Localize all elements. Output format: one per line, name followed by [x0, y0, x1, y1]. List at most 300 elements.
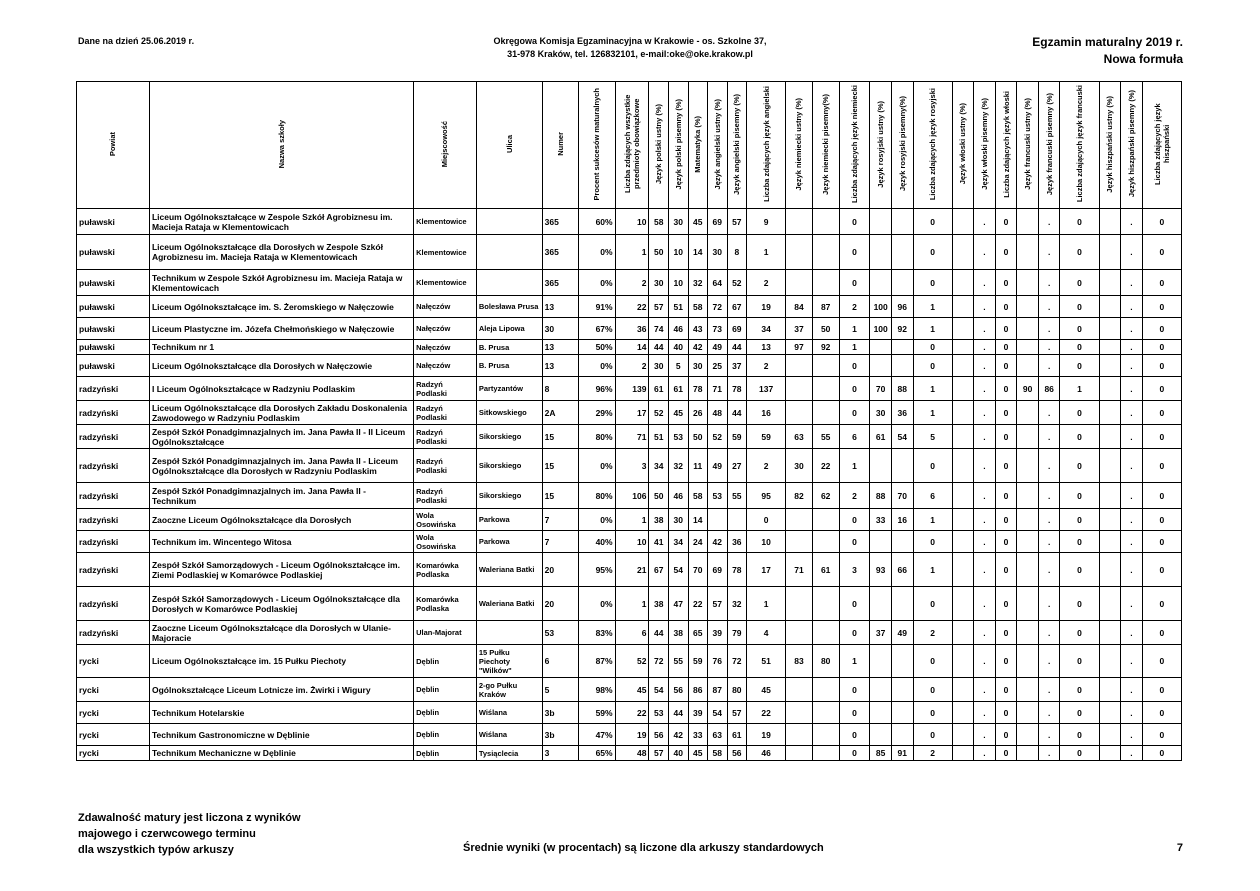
- table-cell: 6: [615, 621, 649, 645]
- table-row: [77, 401, 1182, 425]
- table-cell: 30: [688, 355, 708, 377]
- table-cell: [1099, 645, 1121, 678]
- table-cell: [891, 587, 913, 621]
- column-header-label: Powiat: [108, 131, 118, 157]
- table-cell: 30: [669, 509, 689, 531]
- table-cell: .: [1121, 645, 1143, 678]
- column-header: [974, 82, 996, 209]
- table-cell: 22: [812, 449, 839, 483]
- table-cell: Wola Osowińska: [414, 531, 477, 553]
- table-cell: .: [1121, 483, 1143, 509]
- table-cell: 0: [1060, 678, 1099, 702]
- table-cell: Wola Osowińska: [414, 509, 477, 531]
- table-cell: [1017, 702, 1039, 724]
- table-cell: [1099, 340, 1121, 355]
- table-cell: 50%: [578, 340, 615, 355]
- table-cell: [1017, 340, 1039, 355]
- table-cell: [708, 509, 728, 531]
- header-row: [77, 82, 1182, 209]
- table-cell: [1099, 678, 1121, 702]
- table-cell: Dęblin: [414, 724, 477, 746]
- table-cell: 88: [891, 377, 913, 401]
- column-header: [913, 82, 952, 209]
- column-header: [708, 82, 728, 209]
- table-cell: 33: [870, 509, 892, 531]
- column-header: [476, 82, 542, 209]
- table-cell: Parkowa: [476, 509, 542, 531]
- average-results-note: Średnie wyniki (w procentach) są liczone dla arkuszy standardowych: [463, 842, 824, 854]
- table-cell: 37: [727, 355, 747, 377]
- table-cell: [1099, 355, 1121, 377]
- table-cell: [870, 678, 892, 702]
- table-cell: 33: [688, 724, 708, 746]
- table-cell: [870, 724, 892, 746]
- table-cell: 0: [1142, 296, 1181, 318]
- table-cell: 57: [708, 587, 728, 621]
- table-cell: rycki: [77, 702, 150, 724]
- table-cell: .: [1121, 621, 1143, 645]
- table-cell: 0%: [578, 270, 615, 296]
- table-cell: [891, 270, 913, 296]
- table-cell: 0: [1060, 425, 1099, 449]
- column-header: [812, 82, 839, 209]
- column-header-label: Język niemiecki pisemny(%): [821, 93, 831, 195]
- table-cell: 0: [995, 724, 1017, 746]
- table-cell: [952, 724, 974, 746]
- table-cell: .: [1121, 746, 1143, 761]
- table-cell: [786, 509, 813, 531]
- table-cell: 6: [839, 425, 870, 449]
- table-cell: 0: [1060, 746, 1099, 761]
- table-cell: 82: [786, 483, 813, 509]
- table-cell: 0: [1060, 270, 1099, 296]
- table-cell: [870, 270, 892, 296]
- table-cell: 0: [913, 355, 952, 377]
- table-cell: 44: [649, 621, 669, 645]
- table-cell: Nałęczów: [414, 318, 477, 340]
- table-cell: 57: [727, 209, 747, 235]
- table-cell: 52: [727, 270, 747, 296]
- table-cell: Wiślana: [476, 724, 542, 746]
- table-cell: 15: [542, 425, 578, 449]
- table-cell: 30: [649, 355, 669, 377]
- column-header-label: Język hiszpański ustny (%): [1105, 95, 1115, 193]
- table-cell: 2: [615, 355, 649, 377]
- table-cell: [891, 645, 913, 678]
- table-cell: .: [1038, 483, 1060, 509]
- table-row: [77, 702, 1182, 724]
- table-cell: 34: [649, 449, 669, 483]
- table-cell: 48: [708, 401, 728, 425]
- table-cell: 34: [669, 531, 689, 553]
- table-cell: 1: [747, 235, 786, 270]
- table-cell: radzyński: [77, 377, 150, 401]
- table-cell: 0: [1060, 318, 1099, 340]
- table-cell: [952, 531, 974, 553]
- table-cell: Nałęczów: [414, 296, 477, 318]
- table-cell: .: [1038, 318, 1060, 340]
- table-cell: 30: [786, 449, 813, 483]
- table-cell: [1099, 531, 1121, 553]
- table-row: [77, 296, 1182, 318]
- table-cell: .: [974, 483, 996, 509]
- table-cell: 19: [747, 724, 786, 746]
- table-cell: 86: [688, 678, 708, 702]
- table-cell: 0: [1142, 355, 1181, 377]
- table-row: [77, 340, 1182, 355]
- table-cell: 0: [1060, 621, 1099, 645]
- table-cell: Waleriana Batki: [476, 553, 542, 587]
- table-cell: Sikorskiego: [476, 449, 542, 483]
- table-cell: [786, 401, 813, 425]
- table-cell: 2: [839, 296, 870, 318]
- table-cell: 8: [727, 235, 747, 270]
- table-cell: 51: [747, 645, 786, 678]
- table-cell: 0: [995, 449, 1017, 483]
- table-cell: 65: [688, 621, 708, 645]
- table-cell: [952, 509, 974, 531]
- table-cell: 0: [913, 587, 952, 621]
- table-cell: 80: [812, 645, 839, 678]
- table-cell: [870, 355, 892, 377]
- table-row: [77, 318, 1182, 340]
- table-cell: 39: [688, 702, 708, 724]
- table-cell: 58: [688, 483, 708, 509]
- table-cell: [952, 401, 974, 425]
- table-cell: 61: [812, 553, 839, 587]
- table-cell: puławski: [77, 270, 150, 296]
- table-cell: 24: [688, 531, 708, 553]
- table-cell: .: [1121, 355, 1143, 377]
- column-header: [669, 82, 689, 209]
- table-cell: 0: [1142, 621, 1181, 645]
- table-cell: Liceum Ogólnokształcące w Zespole Szkół Agrobiznesu im. Macieja Rataja w Klementowicach: [149, 209, 413, 235]
- table-cell: 0: [1142, 425, 1181, 449]
- table-cell: .: [1121, 401, 1143, 425]
- table-cell: [870, 587, 892, 621]
- table-cell: 5: [669, 355, 689, 377]
- table-cell: 3b: [542, 702, 578, 724]
- table-cell: 0%: [578, 355, 615, 377]
- table-cell: 1: [839, 645, 870, 678]
- table-cell: [1017, 425, 1039, 449]
- table-cell: 70: [688, 553, 708, 587]
- column-header: [615, 82, 649, 209]
- table-cell: 93: [870, 553, 892, 587]
- table-cell: [952, 553, 974, 587]
- table-cell: 0: [1060, 553, 1099, 587]
- table-cell: [1017, 483, 1039, 509]
- table-row: [77, 235, 1182, 270]
- table-cell: 1: [913, 296, 952, 318]
- table-cell: 58: [708, 746, 728, 761]
- table-cell: 0: [995, 401, 1017, 425]
- table-cell: radzyński: [77, 531, 150, 553]
- table-cell: 79: [727, 621, 747, 645]
- table-cell: 78: [727, 553, 747, 587]
- table-cell: 34: [747, 318, 786, 340]
- column-header-label: Liczba zdających język francuski: [1074, 85, 1084, 203]
- table-cell: 42: [669, 724, 689, 746]
- table-cell: 10: [669, 270, 689, 296]
- table-cell: [870, 235, 892, 270]
- exam-title: [1032, 34, 1183, 68]
- table-cell: 22: [615, 296, 649, 318]
- table-cell: 0: [839, 235, 870, 270]
- table-cell: [952, 449, 974, 483]
- table-cell: [1017, 449, 1039, 483]
- table-cell: .: [974, 702, 996, 724]
- table-cell: Parkowa: [476, 531, 542, 553]
- table-cell: [952, 746, 974, 761]
- table-cell: rycki: [77, 724, 150, 746]
- table-cell: [891, 449, 913, 483]
- table-cell: Sikorskiego: [476, 425, 542, 449]
- table-cell: 0: [1060, 235, 1099, 270]
- table-cell: 0: [1142, 340, 1181, 355]
- table-cell: 56: [727, 746, 747, 761]
- table-cell: 57: [649, 296, 669, 318]
- table-cell: Technikum w Zespole Szkół Agrobiznesu im. Macieja Rataja w Klementowicach: [149, 270, 413, 296]
- table-cell: [812, 209, 839, 235]
- table-cell: [812, 621, 839, 645]
- table-cell: [812, 377, 839, 401]
- table-cell: 48: [615, 746, 649, 761]
- table-cell: 2: [913, 746, 952, 761]
- table-cell: 67: [727, 296, 747, 318]
- table-cell: 50: [649, 235, 669, 270]
- table-cell: 52: [615, 645, 649, 678]
- table-cell: 32: [688, 270, 708, 296]
- table-cell: .: [1038, 587, 1060, 621]
- table-cell: 0: [995, 678, 1017, 702]
- table-cell: [1099, 209, 1121, 235]
- table-cell: 17: [615, 401, 649, 425]
- table-cell: 0: [1142, 483, 1181, 509]
- table-cell: .: [1121, 425, 1143, 449]
- table-cell: .: [1121, 296, 1143, 318]
- column-header-label: Liczba zdających wszystkie przedmioty obowiązkowe: [623, 94, 642, 194]
- table-cell: .: [974, 355, 996, 377]
- table-cell: puławski: [77, 235, 150, 270]
- table-cell: .: [1121, 587, 1143, 621]
- table-cell: 54: [669, 553, 689, 587]
- table-cell: 0: [839, 702, 870, 724]
- table-cell: 91: [891, 746, 913, 761]
- table-cell: 1: [913, 509, 952, 531]
- table-cell: .: [974, 318, 996, 340]
- table-row: [77, 425, 1182, 449]
- table-cell: 0: [913, 209, 952, 235]
- table-cell: 13: [747, 340, 786, 355]
- table-cell: 59: [727, 425, 747, 449]
- table-cell: 36: [615, 318, 649, 340]
- table-cell: 47%: [578, 724, 615, 746]
- table-cell: 0: [839, 209, 870, 235]
- table-cell: 1: [839, 340, 870, 355]
- table-cell: [1099, 483, 1121, 509]
- table-cell: 55: [727, 483, 747, 509]
- table-cell: Technikum Mechaniczne w Dęblinie: [149, 746, 413, 761]
- table-cell: 0: [995, 483, 1017, 509]
- table-cell: 96: [891, 296, 913, 318]
- table-cell: [812, 401, 839, 425]
- table-cell: 20: [542, 587, 578, 621]
- column-header: [77, 82, 150, 209]
- column-header-label: Język angielski ustny (%): [712, 98, 722, 190]
- column-header-label: Język francuski ustny (%): [1023, 98, 1033, 190]
- table-cell: [1099, 296, 1121, 318]
- table-cell: [1099, 724, 1121, 746]
- table-cell: 22: [747, 702, 786, 724]
- table-cell: [1017, 355, 1039, 377]
- table-cell: radzyński: [77, 483, 150, 509]
- table-cell: 1: [913, 377, 952, 401]
- table-cell: 43: [688, 318, 708, 340]
- table-cell: [812, 509, 839, 531]
- table-cell: [1099, 509, 1121, 531]
- table-row: [77, 377, 1182, 401]
- table-cell: 45: [615, 678, 649, 702]
- page-number: 7: [1176, 842, 1183, 854]
- table-cell: 86: [1038, 377, 1060, 401]
- table-cell: [786, 621, 813, 645]
- table-cell: 95%: [578, 553, 615, 587]
- table-cell: .: [1121, 235, 1143, 270]
- table-cell: 0: [1142, 645, 1181, 678]
- table-cell: 59%: [578, 702, 615, 724]
- column-header: [1060, 82, 1099, 209]
- table-cell: 83: [786, 645, 813, 678]
- table-cell: 2: [839, 483, 870, 509]
- table-cell: 0: [1060, 483, 1099, 509]
- column-header: [688, 82, 708, 209]
- table-cell: Radzyń Podlaski: [414, 377, 477, 401]
- table-cell: B. Prusa: [476, 355, 542, 377]
- table-cell: Dęblin: [414, 702, 477, 724]
- table-cell: 78: [727, 377, 747, 401]
- table-cell: 0: [1142, 531, 1181, 553]
- column-header: [870, 82, 892, 209]
- table-cell: [891, 702, 913, 724]
- table-cell: [952, 678, 974, 702]
- table-cell: 15: [542, 483, 578, 509]
- table-cell: .: [1038, 553, 1060, 587]
- table-cell: 85: [870, 746, 892, 761]
- table-cell: Nałęczów: [414, 340, 477, 355]
- table-cell: .: [974, 235, 996, 270]
- table-cell: Partyzantów: [476, 377, 542, 401]
- table-cell: 71: [708, 377, 728, 401]
- table-cell: 0: [995, 702, 1017, 724]
- table-cell: 0: [1060, 449, 1099, 483]
- table-cell: 0: [1060, 296, 1099, 318]
- table-cell: 0: [995, 270, 1017, 296]
- table-cell: [1017, 531, 1039, 553]
- table-row: [77, 483, 1182, 509]
- column-header-label: Język rosyjski ustny (%): [876, 100, 886, 188]
- table-cell: 58: [649, 209, 669, 235]
- column-header-label: Język włoski ustny (%): [958, 103, 968, 185]
- table-cell: .: [974, 724, 996, 746]
- table-cell: .: [974, 531, 996, 553]
- table-cell: [812, 702, 839, 724]
- table-cell: 46: [669, 483, 689, 509]
- column-header: [1038, 82, 1060, 209]
- table-cell: 56: [669, 678, 689, 702]
- table-cell: [786, 377, 813, 401]
- table-cell: Liceum Ogólnokształcące dla Dorosłych w Zespole Szkół Agrobiznesu im. Macieja Rataja w Klementowicach: [149, 235, 413, 270]
- column-header: [747, 82, 786, 209]
- table-cell: .: [974, 746, 996, 761]
- table-cell: 0: [1142, 678, 1181, 702]
- organization-line-2: 31-978 Kraków, tel. 126832101, e-mail:oke@oke.krakow.pl: [507, 49, 753, 59]
- table-row: [77, 621, 1182, 645]
- table-cell: 26: [688, 401, 708, 425]
- table-cell: Technikum im. Wincentego Witosa: [149, 531, 413, 553]
- table-cell: [870, 209, 892, 235]
- table-cell: 36: [891, 401, 913, 425]
- table-cell: [1099, 587, 1121, 621]
- table-cell: 42: [708, 531, 728, 553]
- table-cell: 0: [839, 587, 870, 621]
- table-cell: [1017, 724, 1039, 746]
- table-cell: .: [1121, 449, 1143, 483]
- table-cell: [952, 483, 974, 509]
- table-cell: [1099, 377, 1121, 401]
- table-cell: 55: [669, 645, 689, 678]
- table-cell: Radzyń Podlaski: [414, 449, 477, 483]
- table-cell: 46: [669, 318, 689, 340]
- exam-title-line-2: Nowa formuła: [1103, 52, 1183, 66]
- table-cell: Zespół Szkół Ponadgimnazjalnych im. Jana Pawła II - Liceum Ogólnokształcące dla Dorosłych w Radzyniu Podlaskim: [149, 449, 413, 483]
- table-cell: 0: [1060, 531, 1099, 553]
- table-cell: 2: [615, 270, 649, 296]
- table-cell: 1: [839, 449, 870, 483]
- column-header-label: Matematyka (%): [693, 115, 703, 173]
- table-cell: 3b: [542, 724, 578, 746]
- table-cell: 49: [708, 449, 728, 483]
- table-cell: 2-go Pułku Kraków: [476, 678, 542, 702]
- column-header: [1142, 82, 1181, 209]
- table-cell: [1099, 449, 1121, 483]
- table-cell: 53: [649, 702, 669, 724]
- table-cell: .: [1121, 318, 1143, 340]
- table-cell: 92: [891, 318, 913, 340]
- table-cell: 22: [615, 702, 649, 724]
- table-cell: 0: [1060, 702, 1099, 724]
- table-cell: Liceum Ogólnokształcące dla Dorosłych Zakładu Doskonalenia Zawodowego w Radzyniu Podlaskim: [149, 401, 413, 425]
- table-cell: 59: [747, 425, 786, 449]
- table-row: [77, 509, 1182, 531]
- table-cell: 51: [649, 425, 669, 449]
- table-cell: [952, 621, 974, 645]
- table-cell: Liceum Ogólnokształcące im. 15 Pułku Piechoty: [149, 645, 413, 678]
- table-cell: Technikum nr 1: [149, 340, 413, 355]
- table-cell: radzyński: [77, 621, 150, 645]
- table-cell: 0: [839, 746, 870, 761]
- table-cell: 0: [839, 621, 870, 645]
- table-cell: 20: [542, 553, 578, 587]
- table-cell: 7: [542, 531, 578, 553]
- table-cell: 2: [747, 449, 786, 483]
- table-cell: Sitkowskiego: [476, 401, 542, 425]
- table-cell: [812, 678, 839, 702]
- table-cell: 45: [688, 746, 708, 761]
- column-header-label: Język polski ustny (%): [654, 103, 664, 185]
- table-cell: .: [1121, 678, 1143, 702]
- table-cell: .: [1121, 377, 1143, 401]
